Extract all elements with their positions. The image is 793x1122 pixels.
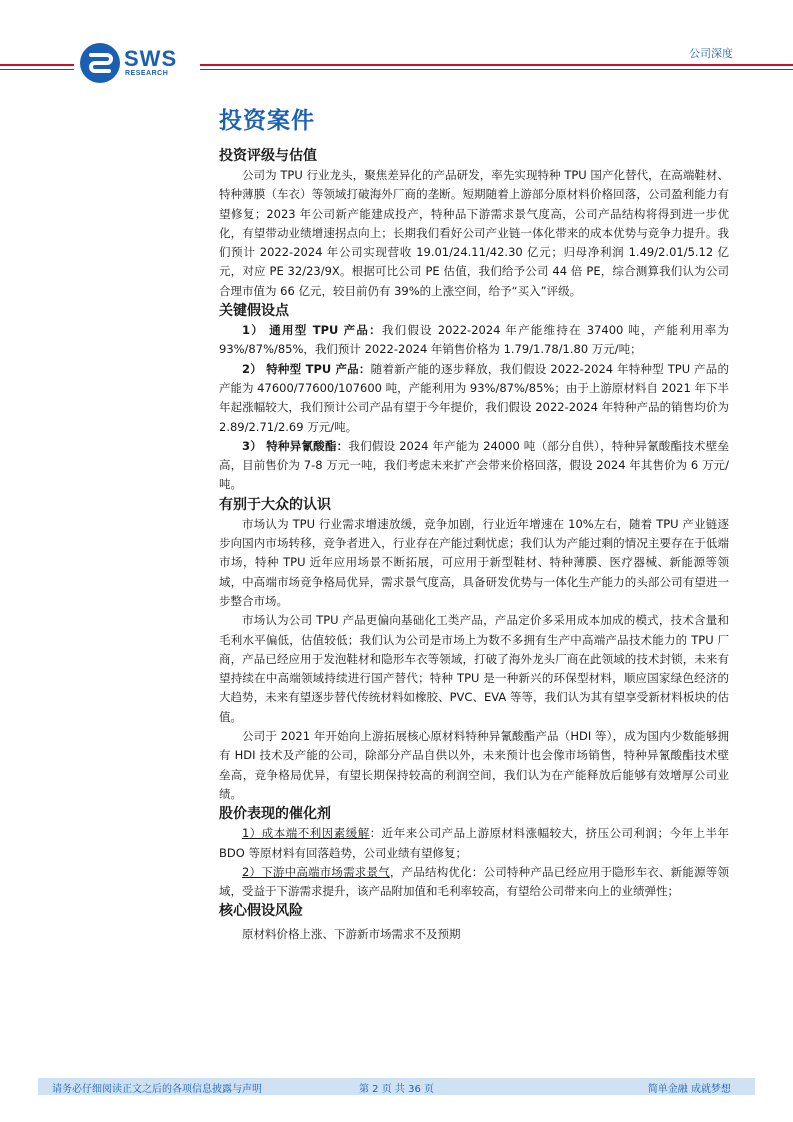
section-heading: 投资评级与估值 — [219, 148, 317, 164]
section-catalysts — [219, 804, 729, 901]
header-rule — [200, 69, 793, 70]
logo-text: SWS — [124, 46, 178, 71]
section-heading: 核心假设风险 — [219, 903, 303, 920]
page-header — [0, 0, 793, 90]
assumption-lead: 1） 通用型 TPU 产品： — [242, 323, 382, 338]
paragraph: 公司为 TPU 行业龙头，聚焦差异化的产品研发，率先实现特种 TPU 国产化替代，在高端鞋材、特种薄膜（车衣）等领域打破海外厂商的垄断。短期随着上游部分原材料价格回落，公司盈利能力有望修复；2023 年公司新产能建成投产，特种品下游需求景气度高，公司产品结构将得到进一步优化，有望带动业绩增速拐点向上；长期我们看好公司产业链一体化带来的成本优势与竞争力提升。我们预计 2022-2024 年公司实现营收 19.01/24.11/42.30 亿元；归母净利润 1.49/2.01/5.12 亿元，对应 PE 32/23/9X。根据可比公司 PE 估值，我们给予公司 44 倍 PE，综合测算我们认为公司合理市值为 66 亿元，较目前仍有 39%的上涨空间，给予“买入”评级。 — [219, 168, 729, 298]
section-heading: 股价表现的催化剂 — [219, 806, 331, 823]
paragraph: 市场认为公司 TPU 产品更偏向基础化工类产品，产品定价多采用成本加成的模式，技术含量和毛利水平偏低，估值较低；我们认为公司是市场上为数不多拥有生产中高端产品技术能力的 TPU 厂商，产品已经应用于发泡鞋材和隐形车衣等领域，打破了海外龙头厂商在此领域的技术封锁，未来有望持续在中高端领域持续进行国产替代；特种 TPU 是一种新兴的环保型材料，顺应国家绿色经济的大趋势，未来有望逐步替代传统材料如橡胶、PVC、EVA 等等，我们认为其有望享受新材料板块的估值。 — [219, 613, 729, 724]
assumption-item — [219, 321, 729, 360]
catalyst-item — [219, 824, 729, 863]
footer-page-number: 第 2 页 共 36 页 — [359, 1084, 434, 1095]
assumption-item — [219, 437, 729, 495]
catalyst-text: ，产品结构优化：公司特种产品已经应用于隐形车衣、新能源等领域，受益于下游需求提升，该产品附加值和毛利率较高，有望给公司带来向上的业绩弹性； — [219, 864, 729, 899]
report-content — [219, 104, 729, 945]
assumption-lead: 3） 特种异氰酸酯： — [242, 438, 349, 453]
catalyst-lead: 1）成本端不利因素缓解 — [242, 826, 370, 841]
page-footer — [0, 1076, 793, 1100]
logo-subtext: RESEARCH — [125, 70, 169, 77]
assumption-text: 我们假设 2024 年产能为 24000 吨（部分自供），特种异氰酸酯技术壁垒高，目前售价为 7-8 万元一吨，我们考虑未来扩产会带来价格回落，假设 2024 年其售价为 6 万元/吨。 — [219, 438, 729, 492]
catalyst-lead: 2）下游中高端市场需求景气 — [242, 864, 390, 879]
paragraph: 市场认为 TPU 行业需求增速放缓，竞争加剧，行业近年增速在 10%左右，随着 TPU 产业链逐步向国内市场转移，竞争者进入，行业存在产能过剩忧虑；我们认为产能过剩的情况主要存在于低端市场，特种 TPU 近年应用场景不断拓展，可应用于新型鞋材、特种薄膜、医疗器械、新能源等领域，中高端市场竞争格局优异，需求景气度高，具备研发优势与一体化生产能力的头部公司有望进一步整合市场。 — [219, 516, 729, 608]
footer-disclaimer: 请务必仔细阅读正文之后的各项信息披露与声明 — [52, 1084, 262, 1095]
assumption-lead: 2） 特种型 TPU 产品： — [242, 361, 371, 376]
paragraph: 原材料价格上涨、下游新市场需求不及预期 — [242, 927, 461, 942]
sws-logo-icon — [80, 43, 120, 83]
section-assumptions — [219, 301, 729, 495]
section-heading: 有别于大众的认识 — [219, 496, 331, 513]
assumption-text: 我们假设 2022-2024 年产能维持在 37400 吨，产能利用率为 93%/87%/85%，我们预计 2022-2024 年销售价格为 1.79/1.78/1.80 万元/吨； — [219, 323, 730, 357]
sws-logo — [80, 43, 190, 83]
section-heading: 关键假设点 — [219, 303, 289, 320]
header-rule — [0, 64, 74, 66]
header-rule — [0, 69, 74, 70]
header-rule — [200, 64, 793, 66]
assumption-text: 随着新产能的逐步释放，我们假设 2022-2024 年特种型 TPU 产品的产能为 47600/77600/107600 吨，产能利用为 93%/87%/85%；由于上游原材料自 2021 年下半年起涨幅较大，我们预计公司产品有望于今年提价，我们假设 2022-2024 年特种产品的销售均价为 2.89/2.71/2.69 万元/吨。 — [219, 361, 729, 434]
catalyst-item — [219, 863, 729, 902]
section-risks — [219, 901, 729, 944]
page-title: 投资案件 — [219, 108, 315, 134]
catalyst-text: ：近年来公司产品上游原材料涨幅较大，挤压公司利润；今年上半年 BDO 等原材料有回落趋势，公司业绩有望修复； — [219, 826, 729, 860]
footer-slogan: 简单金融 成就梦想 — [647, 1084, 731, 1095]
section-rating — [219, 146, 729, 301]
header-section-label: 公司深度 — [689, 47, 733, 60]
section-differentiated-view — [219, 495, 729, 804]
assumption-item — [219, 360, 729, 437]
paragraph: 公司于 2021 年开始向上游拓展核心原材料特种异氰酸酯产品（HDI 等），成为国内少数能够拥有 HDI 技术及产能的公司，除部分产品自供以外，未来预计也会像市场销售，特种异氰酸酯技术壁垒高，竞争格局优异，有望长期保持较高的利润空间，我们认为在产能释放后能够有效增厚公司业绩。 — [219, 729, 729, 801]
